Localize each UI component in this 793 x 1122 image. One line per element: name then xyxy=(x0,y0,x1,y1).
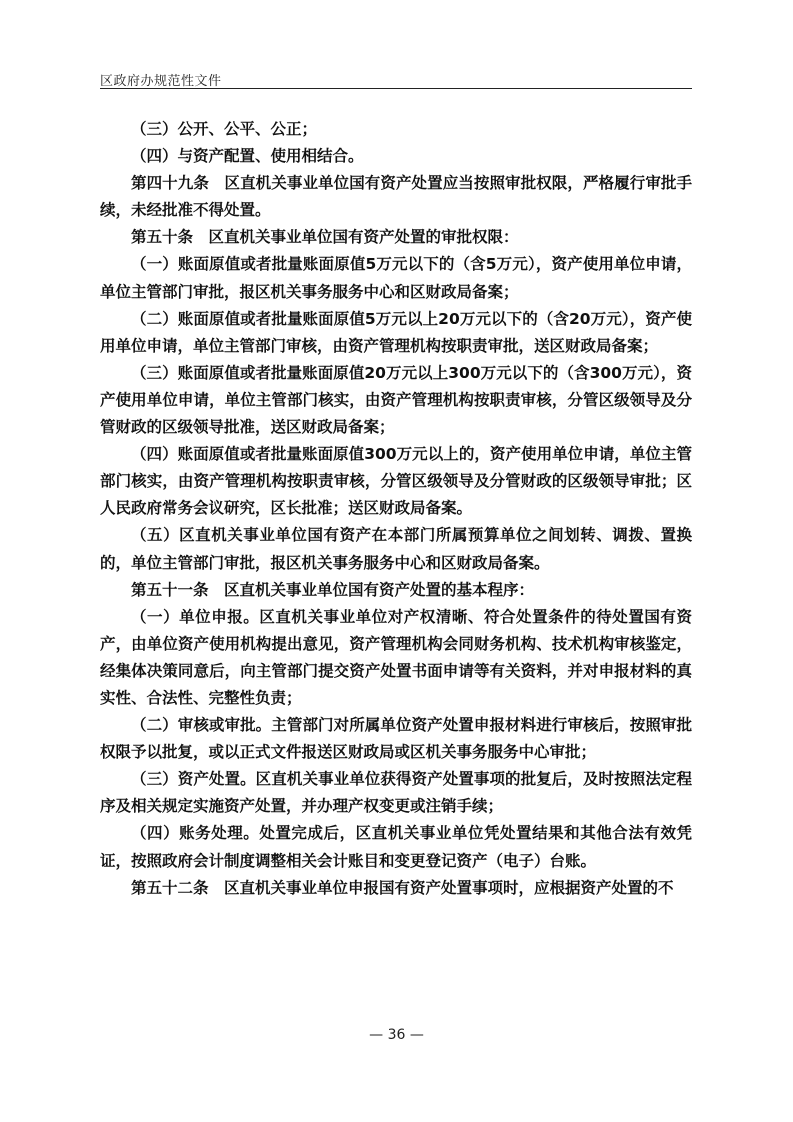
paragraph: （二）审核或审批。主管部门对所属单位资产处置申报材料进行审核后，按照审批权限予以批复，或以正式文件报送区财政局或区机关事务服务中心审批； xyxy=(100,716,692,762)
paragraph: （三）公开、公平、公正； xyxy=(131,120,318,138)
paragraph: （一）账面原值或者批量账面原值5万元以下的（含5万元），资产使用单位申请，单位主管部门审批，报区机关事务服务中心和区财政局备案； xyxy=(100,255,692,301)
page-number: — 36 — xyxy=(369,1027,424,1043)
body-text xyxy=(100,116,692,902)
paragraph: （四）账务处理。处置完成后，区直机关事业单位凭处置结果和其他合法有效凭证，按照政府会计制度调整相关会计账目和变更登记资产（电子）台账。 xyxy=(100,824,692,870)
header-rule xyxy=(100,88,692,89)
paragraph: （二）账面原值或者批量账面原值5万元以上20万元以下的（含20万元），资产使用单位申请，单位主管部门审核，由资产管理机构按职责审批，送区财政局备案； xyxy=(100,309,692,355)
article-52: 第五十二条 区直机关事业单位申报国有资产处置事项时，应根据资产处置的不 xyxy=(131,878,674,897)
article-51: 第五十一条 区直机关事业单位国有资产处置的基本程序： xyxy=(131,580,535,599)
paragraph: （四）与资产配置、使用相结合。 xyxy=(131,147,364,166)
running-header: 区政府办规范性文件 xyxy=(100,74,222,89)
paragraph: （五）区直机关事业单位国有资产在本部门所属预算单位之间划转、调拨、置换的，单位主管部门审批，报区机关事务服务中心和区财政局备案。 xyxy=(100,526,692,572)
paragraph: （一）单位申报。区直机关事业单位对产权清晰、符合处置条件的待处置国有资产，由单位资产使用机构提出意见，资产管理机构会同财务机构、技术机构审核鉴定，经集体决策同意后，向主管部门提交资产处置书面申请等有关资料，并对申报材料的真实性、合法性、完整性负责； xyxy=(100,607,692,707)
paragraph: （四）账面原值或者批量账面原值300万元以上的，资产使用单位申请，单位主管部门核实，由资产管理机构按职责审核，分管区级领导及分管财政的区级领导审批；区人民政府常务会议研究，区长批准；送区财政局备案。 xyxy=(100,445,692,518)
article-49: 第四十九条 区直机关事业单位国有资产处置应当按照审批权限，严格履行审批手续，未经批准不得处置。 xyxy=(100,174,692,220)
article-50: 第五十条 区直机关事业单位国有资产处置的审批权限： xyxy=(131,228,519,247)
paragraph: （三）资产处置。区直机关事业单位获得资产处置事项的批复后，及时按照法定程序及相关规定实施资产处置，并办理产权变更或注销手续； xyxy=(100,770,692,816)
paragraph: （三）账面原值或者批量账面原值20万元以上300万元以下的（含300万元），资产使用单位申请，单位主管部门核实，由资产管理机构按职责审核，分管区级领导及分管财政的区级领导批准，送区财政局备案； xyxy=(100,363,692,437)
